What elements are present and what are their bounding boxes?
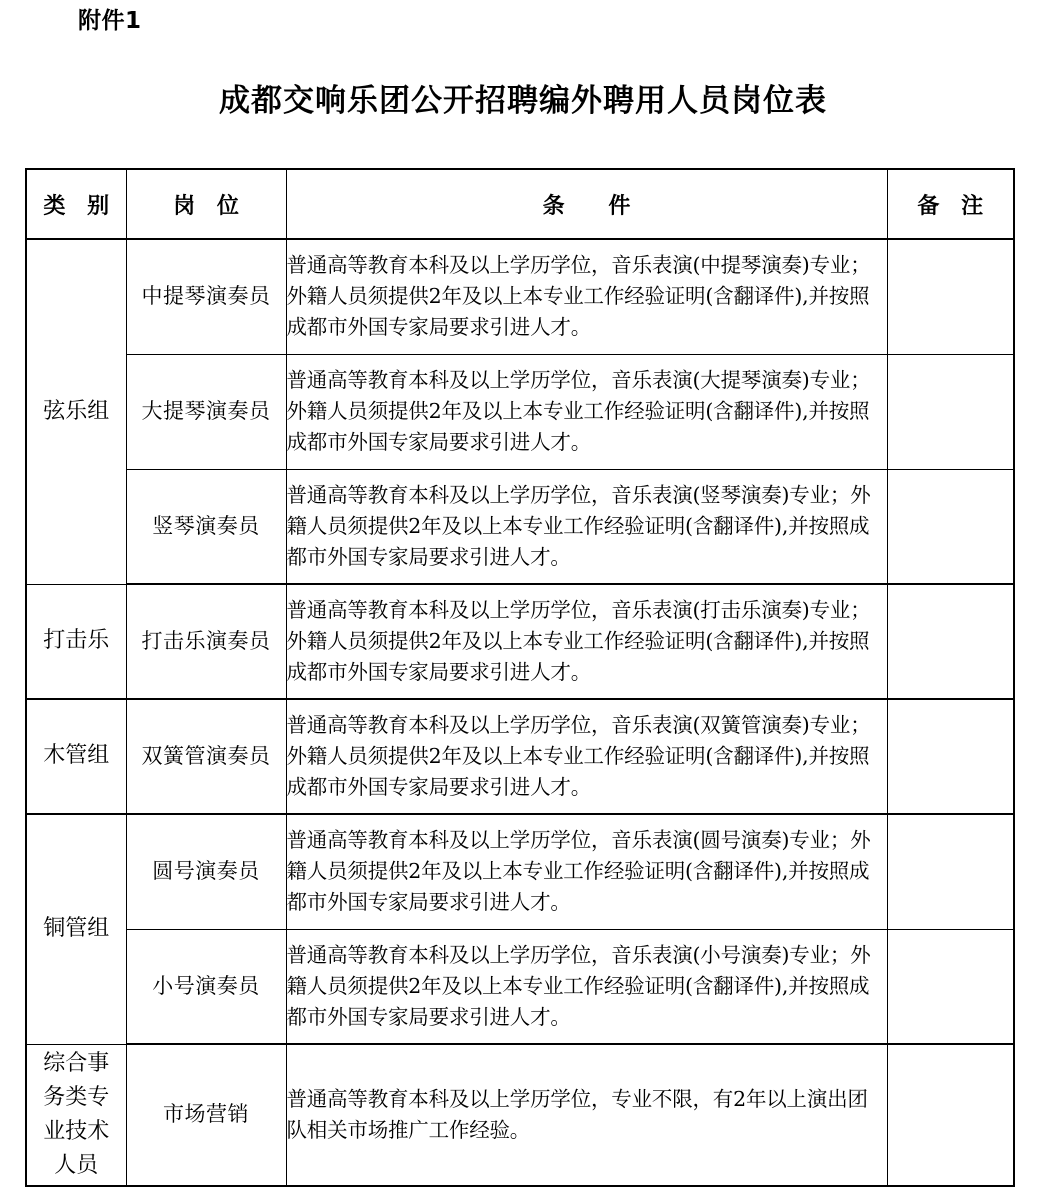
table-cell-category	[26, 699, 126, 814]
category-text-stack	[27, 739, 126, 773]
condition-text: 普通高等教育本科及以上学历学位，音乐表演(大提琴演奏)专业；外籍人员须提供2年及以上本专业工作经验证明(含翻译件),并按照成都市外国专家局要求引进人才。	[286, 367, 871, 455]
column-header-condition-label: 条 件	[542, 192, 649, 219]
job-positions-table	[25, 168, 1015, 1187]
page-title: 成都交响乐团公开招聘编外聘用人员岗位表	[219, 83, 827, 119]
category-line: 人员	[54, 1152, 99, 1178]
table-row	[26, 929, 1014, 1044]
table-cell-condition	[286, 699, 887, 814]
table-cell-condition	[286, 239, 887, 354]
table-cell-category	[26, 814, 126, 1044]
table-body	[26, 239, 1014, 1186]
category-line: 铜管组	[43, 916, 110, 942]
category-line: 弦乐组	[43, 398, 110, 424]
table-row	[26, 354, 1014, 469]
column-header-category	[26, 169, 126, 239]
condition-text: 普通高等教育本科及以上学历学位，音乐表演(圆号演奏)专业；外籍人员须提供2年及以上本专业工作经验证明(含翻译件),并按照成都市外国专家局要求引进人才。	[286, 828, 871, 915]
table-cell-condition	[286, 354, 887, 469]
table-cell-remark	[887, 239, 1014, 354]
column-header-category-label: 类 别	[43, 192, 117, 219]
table-cell-position: 圆号演奏员	[126, 814, 286, 929]
column-header-position-label: 岗 位	[173, 192, 246, 219]
table-cell-remark	[887, 584, 1014, 699]
table-cell-remark	[887, 354, 1014, 469]
column-header-condition	[286, 169, 887, 239]
condition-text: 普通高等教育本科及以上学历学位，音乐表演(竖琴演奏)专业；外籍人员须提供2年及以上本专业工作经验证明(含翻译件),并按照成都市外国专家局要求引进人才。	[286, 482, 871, 569]
table-cell-remark	[887, 699, 1014, 814]
table-row	[26, 1044, 1014, 1186]
column-header-position	[126, 169, 286, 239]
table-cell-position: 小号演奏员	[126, 929, 286, 1044]
table-row	[26, 239, 1014, 354]
table-cell-remark	[887, 469, 1014, 584]
condition-text: 普通高等教育本科及以上学历学位，音乐表演(小号演奏)专业；外籍人员须提供2年及以上本专业工作经验证明(含翻译件),并按照成都市外国专家局要求引进人才。	[286, 942, 871, 1029]
table-cell-condition	[286, 1044, 887, 1186]
table-cell-remark	[887, 929, 1014, 1044]
table-cell-condition	[286, 584, 887, 699]
table-cell-condition	[286, 929, 887, 1044]
table-cell-position: 双簧管演奏员	[126, 699, 286, 814]
job-table-container	[25, 168, 1013, 1187]
column-header-remark-label: 备 注	[917, 192, 991, 219]
table-row	[26, 469, 1014, 584]
table-row	[26, 584, 1014, 699]
table-cell-category	[26, 584, 126, 699]
table-cell-position: 打击乐演奏员	[126, 584, 286, 699]
table-header-row	[26, 169, 1014, 239]
category-text-stack	[27, 912, 126, 946]
table-row	[26, 699, 1014, 814]
table-cell-condition	[286, 469, 887, 584]
category-line: 业技术	[43, 1118, 110, 1144]
category-text-stack	[27, 395, 126, 429]
table-cell-category	[26, 1044, 126, 1186]
category-line: 务类专	[43, 1084, 110, 1110]
condition-text: 普通高等教育本科及以上学历学位，专业不限，有2年以上演出团队相关市场推广工作经验。	[286, 1086, 868, 1142]
category-text-stack	[27, 624, 126, 658]
category-text-stack	[27, 1047, 126, 1183]
attachment-label: 附件1	[78, 8, 142, 34]
category-line: 打击乐	[43, 628, 110, 654]
table-cell-position: 大提琴演奏员	[126, 354, 286, 469]
table-cell-category	[26, 239, 126, 584]
table-cell-position: 竖琴演奏员	[126, 469, 286, 584]
table-cell-remark	[887, 814, 1014, 929]
condition-text: 普通高等教育本科及以上学历学位，音乐表演(打击乐演奏)专业；外籍人员须提供2年及以上本专业工作经验证明(含翻译件),并按照成都市外国专家局要求引进人才。	[286, 597, 871, 685]
category-line: 综合事	[43, 1050, 110, 1076]
table-row	[26, 814, 1014, 929]
condition-text: 普通高等教育本科及以上学历学位，音乐表演(中提琴演奏)专业；外籍人员须提供2年及以上本专业工作经验证明(含翻译件),并按照成都市外国专家局要求引进人才。	[286, 253, 871, 340]
column-header-remark	[887, 169, 1014, 239]
category-line: 木管组	[43, 743, 110, 769]
table-cell-position: 中提琴演奏员	[126, 239, 286, 354]
table-cell-position: 市场营销	[126, 1044, 286, 1186]
table-cell-remark	[887, 1044, 1014, 1186]
condition-text: 普通高等教育本科及以上学历学位，音乐表演(双簧管演奏)专业；外籍人员须提供2年及以上本专业工作经验证明(含翻译件),并按照成都市外国专家局要求引进人才。	[286, 712, 871, 800]
table-cell-condition	[286, 814, 887, 929]
